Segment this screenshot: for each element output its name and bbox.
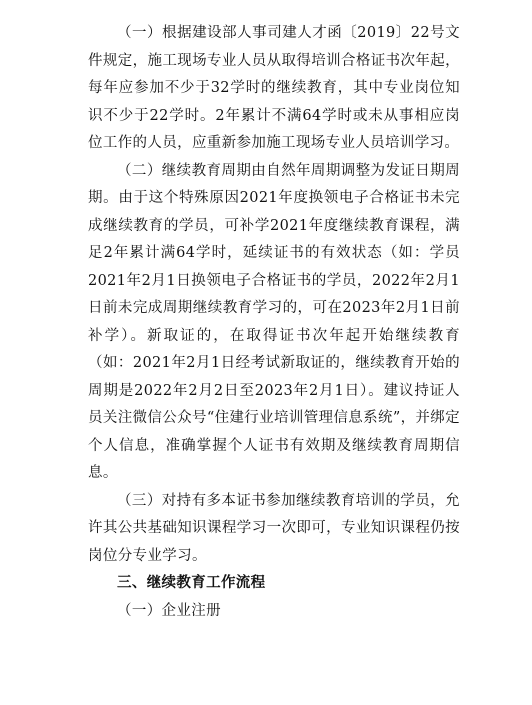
paragraph-2: （二）继续教育周期由自然年周期调整为发证日期周期。由于这个特殊原因2021年度换领电子合格证书未完成继续教育的学员，可补学2021年度继续教育课程，满足2年累计满64学时，延续证书的有效状态（如：学员2021年2月1日换领电子合格证书的学员，2022年2月1日前未完成周期继续教育学习的，可在2023年2月1日前补学）。新取证的，在取得证书次年起开始继续教育（如：2021年2月1日经考试新取证的，继续教育开始的周期是2022年2月2日至2023年2月1日）。建议持证人员关注微信公众号“住建行业培训管理信息系统”，并绑定个人信息，准确掌握个人证书有效期及继续教育周期信息。 — [88, 162, 460, 481]
document-body — [88, 20, 460, 625]
paragraph-1: （一）根据建设部人事司建人才函〔2019〕22号文件规定，施工现场专业人员从取得培训合格证书次年起，每年应参加不少于32学时的继续教育，其中专业岗位知识不少于22学时。2年累计不满64学时或未从事相应岗位工作的人员，应重新参加施工现场专业人员培训学习。 — [88, 25, 460, 151]
paragraph-3: （三）对持有多本证书参加继续教育培训的学员，允许其公共基础知识课程学习一次即可，专业知识课程仍按岗位分专业学习。 — [88, 492, 460, 564]
subsection-heading: （一）企业注册 — [117, 602, 221, 619]
section-heading: 三、继续教育工作流程 — [117, 575, 266, 591]
